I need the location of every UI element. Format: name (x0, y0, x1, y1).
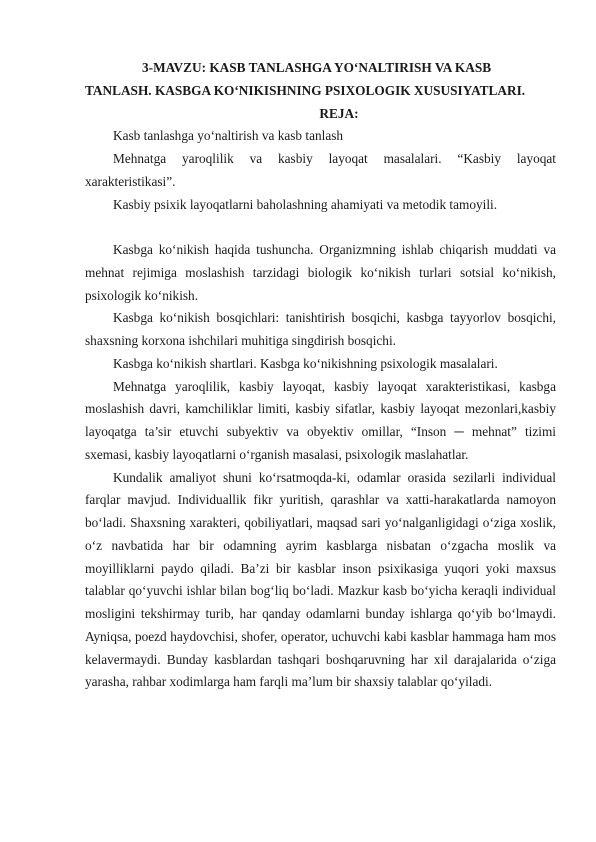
plan-heading: REJA: (319, 105, 359, 121)
section-gap (85, 216, 556, 239)
plan-item: Mehnatga yaroqlilik va kasbiy layoqat masalalari. “Kasbiy layoqat xarakteristikasi”. (85, 151, 556, 189)
plan-item: Kasb tanlashga yo‘naltirish va kasb tanlash (113, 128, 344, 144)
body-paragraph: Kundalik amaliyot shuni ko‘rsatmoqda-ki, odamlar orasida sezilarli individual farqlar mavjud. Individuallik fikr yuritish, qarashlar va xatti-harakatlarda namoyon bo‘ladi. Shaxsning xarakteri, qobiliyatlari, maqsad sari yo‘nalganligidagi o‘ziga xoslik, o‘z navbatida har bir odamning ayrim kasblarga nisbatan o‘zgacha moslik va moyilliklarni paydo qiladi. Ba’zi bir kasblar inson psixikasiga yuqori yoki maxsus talablar qo‘yuvchi ishlar bilan bog‘liq bo‘ladi. Mazkur kasb bo‘yicha keraqli individual mosligini tekshirmay turib, har qanday odamlarni bunday ishlarga qo‘yib bo‘lmaydi. Ayniqsa, poezd haydovchisi, shofer, operator, uchuvchi kabi kasblar hammaga ham mos kelavermaydi. Bunday kasblardan tashqari boshqaruvning har xil darajalarida o‘ziga yarasha, rahbar xodimlarga ham farqli ma’lum bir shaxsiy talablar qo‘yiladi. (85, 469, 556, 690)
document-title (85, 57, 556, 103)
body-paragraph: Kasbga ko‘nikish haqida tushuncha. Organizmning ishlab chiqarish muddati va mehnat rejimiga moslashish tarzidagi biologik ko‘nikish turlari sotsial ko‘nikish, psixologik ko‘nikish. (85, 242, 556, 303)
document-page (85, 57, 556, 694)
body-paragraph: Mehnatga yaroqlilik, kasbiy layoqat, kasbiy layoqat xarakteristikasi, kasbga moslashish davri, kamchiliklar limiti, kasbiy sifatlar, kasbiy layoqat mezonlari,kasbiy layoqatga ta’sir etuvchi subyektiv va obyektiv omillar, “Inson ─ mehnat” tizimi sxemasi, kasbiy layoqatlarni o‘rganish masalasi, psixologik maslahatlar. (85, 378, 556, 462)
title-line-2: TANLASH. KASBGA KO‘NIKISHNING PSIXOLOGIK XUSUSIYATLARI. (85, 82, 526, 98)
plan-item: Kasbiy psixik layoqatlarni baholashning ahamiyati va metodik tamoyili. (113, 196, 498, 212)
body-paragraph: Kasbga ko‘nikish shartlari. Kasbga ko‘nikishning psixologik masalalari. (113, 355, 498, 371)
body-paragraph: Kasbga ko‘nikish bosqichlari: tanishtirish bosqichi, kasbga tayyorlov bosqichi, shaxsning korxona ishchilari muhitiga singdirish bosqichi. (85, 310, 556, 348)
title-line-1: 3-MAVZU: KASB TANLASHGA YO‘NALTIRISH VA KASB (142, 60, 492, 75)
